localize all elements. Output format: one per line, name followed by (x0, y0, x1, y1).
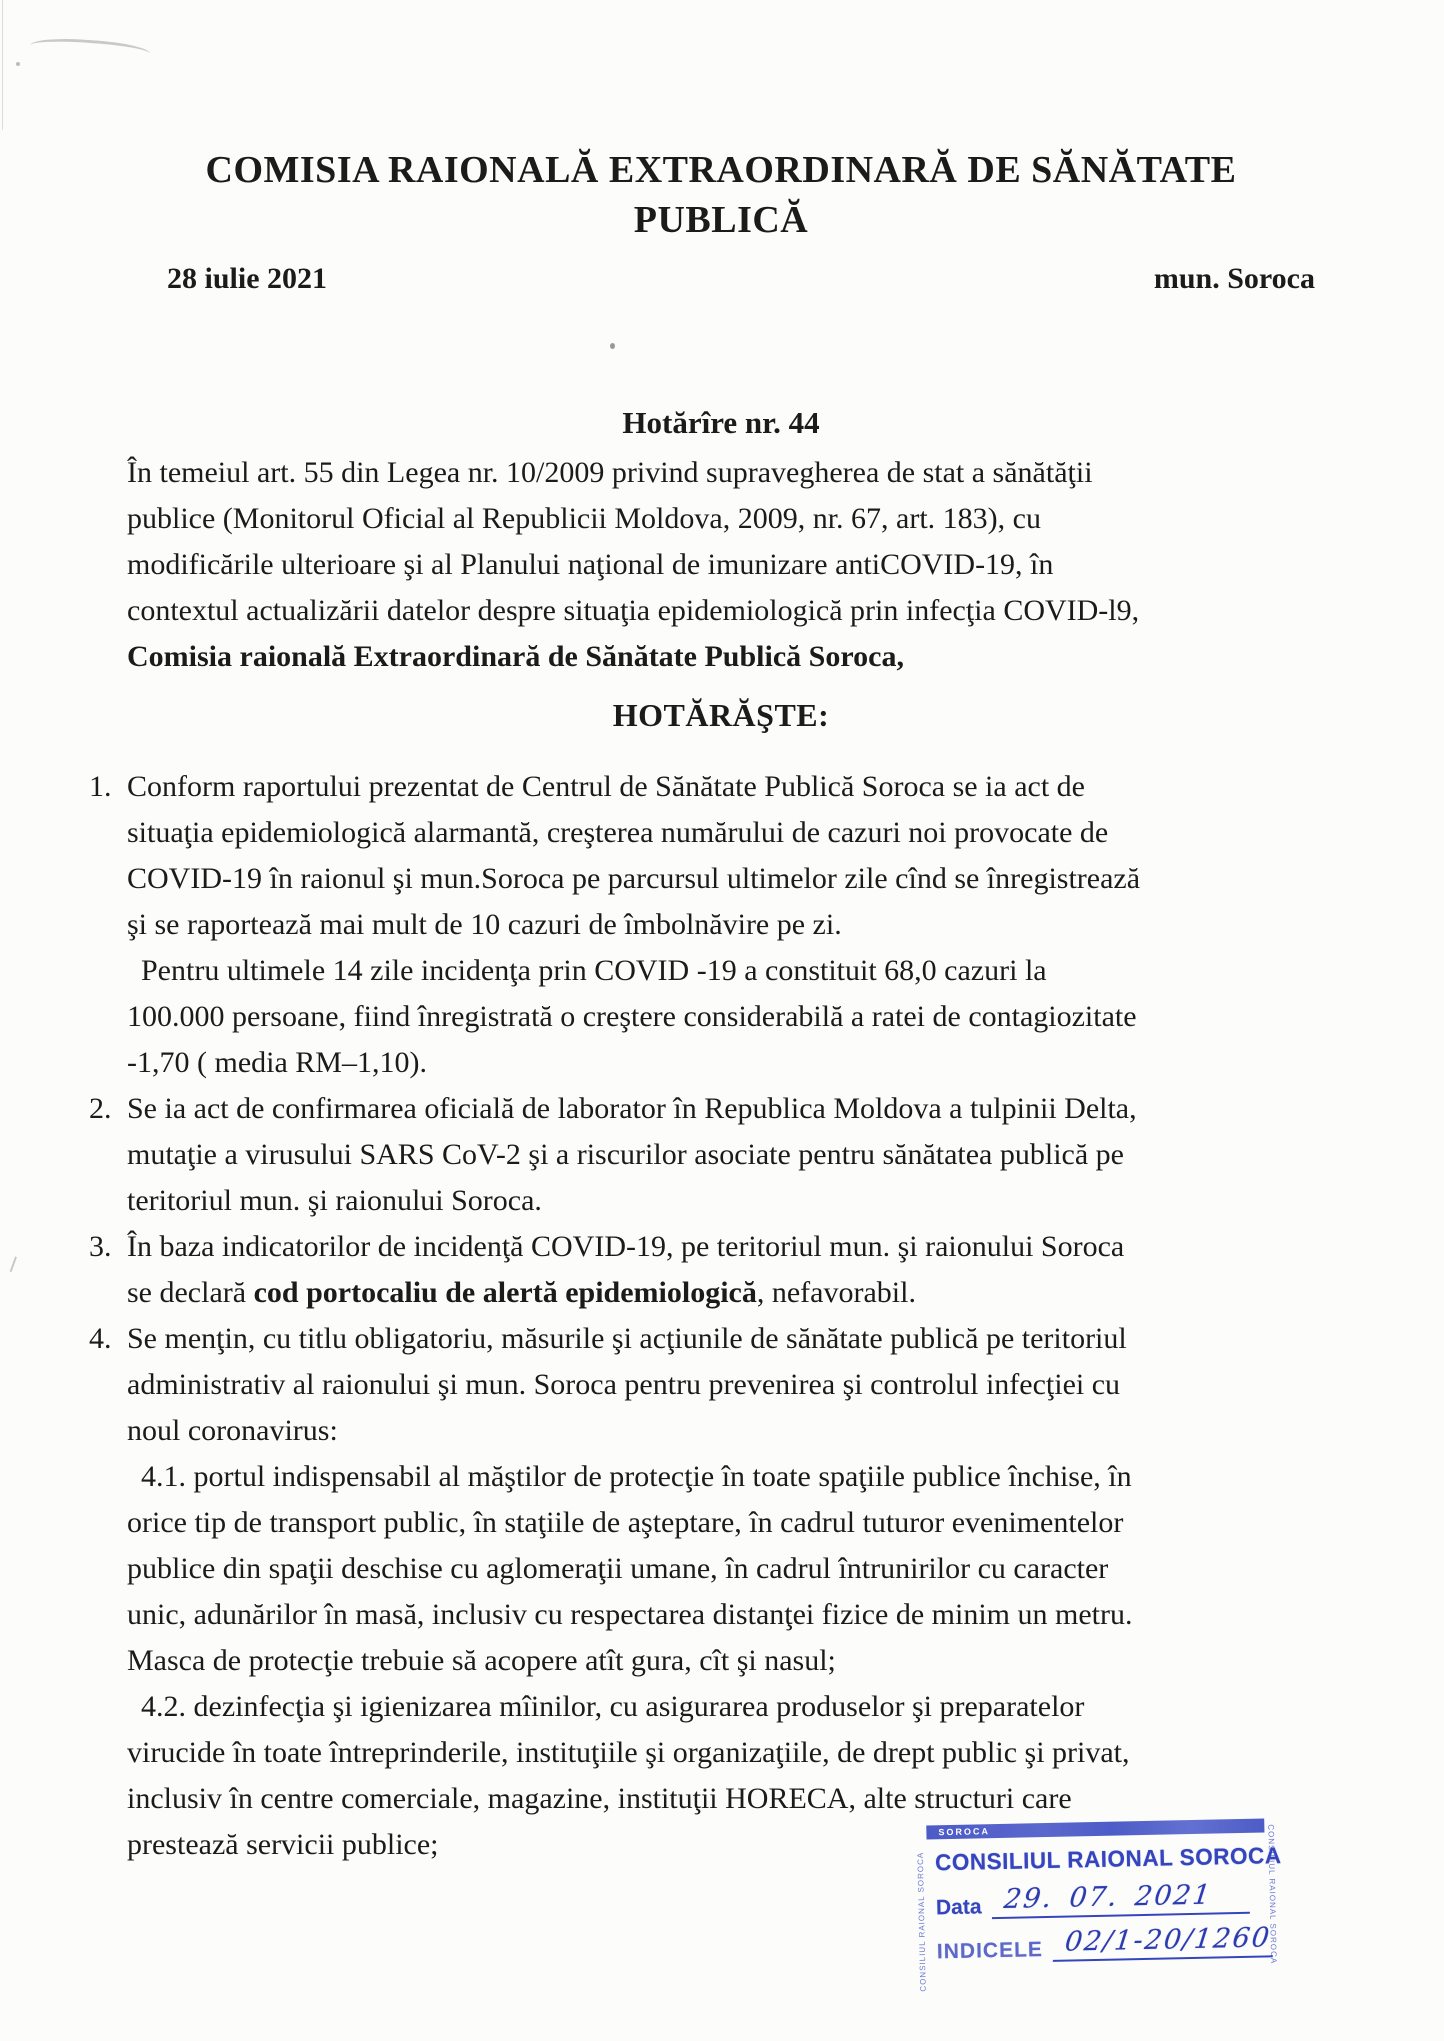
decree-heading: HOTĂRĂŞTE: (612, 697, 830, 733)
stamp-organization: CONSILIUL RAIONAL SOROCA (934, 1842, 1282, 1876)
decision-item-2 (89, 1086, 1315, 1224)
item-line: şi se raportează mai mult de 10 cazuri de îmbolnăvire pe zi. (127, 908, 842, 941)
stamp-index-row (936, 1922, 1273, 1965)
document-body (89, 0, 1315, 1868)
document-place: mun. Soroca (1153, 262, 1315, 295)
sub-item-line: 4.2. dezinfecţia şi igienizarea mîinilor, cu asigurarea produselor şi preparatelor (141, 1690, 1085, 1723)
item-number: 4. (89, 1322, 112, 1355)
document-title (127, 145, 1315, 245)
document-date: 28 iulie 2021 (167, 262, 328, 295)
preamble-line: contextul actualizării datelor despre situaţia epidemiologică prin infecţia COVID-l9, (127, 594, 1140, 627)
sub-item-line: inclusiv în centre comerciale, magazine, instituţii HORECA, alte structuri care (127, 1782, 1072, 1815)
item-line: noul coronavirus: (127, 1414, 338, 1447)
item-line: situaţia epidemiologică alarmantă, creşterea numărului de cazuri noi provocate de (127, 816, 1109, 849)
item-number: 1. (89, 770, 112, 803)
document-title-line2: PUBLICĂ (633, 199, 809, 241)
sub-item-line: unic, adunărilor în masă, inclusiv cu respectarea distanţei fizice de minim un metru. (127, 1598, 1133, 1631)
stamp-border-right: CONSILIUL RAIONAL SOROCA (1266, 1824, 1279, 1965)
item-line: Conform raportului prezentat de Centrul de Sănătate Publică Soroca se ia act de (127, 770, 1085, 803)
preamble-line: publice (Monitorul Oficial al Republicii Moldova, 2009, nr. 67, art. 183), cu (127, 502, 1041, 535)
stamp-date-label: Data (935, 1895, 982, 1920)
sub-item-line: orice tip de transport public, în staţiile de aşteptare, în cadrul tuturor evenimentelor (127, 1506, 1124, 1539)
item-line: În baza indicatorilor de incidenţă COVID-19, pe teritoriul mun. şi raionului Soroca (127, 1230, 1125, 1263)
decision-number-heading: Hotărîre nr. 44 (622, 405, 820, 440)
stamp-border-top: SOROCA (926, 1818, 1264, 1839)
stamp-date-row (936, 1880, 1253, 1921)
scan-speck (10, 1256, 27, 1275)
preamble (127, 450, 1315, 680)
item-line: administrativ al raionului şi mun. Soroca pentru prevenirea şi controlul infecţiei cu (127, 1368, 1121, 1401)
item-number: 3. (89, 1230, 112, 1263)
stamp-border-left: CONSILIUL RAIONAL SOROCA (915, 1851, 928, 1992)
scan-speck (16, 62, 20, 66)
preamble-commission-line: Comisia raională Extraordinară de Sănătate Publică Soroca, (127, 640, 904, 673)
sub-item-line: virucide în toate întreprinderile, instituţiile şi organizaţiile, de drept public şi privat, (127, 1736, 1130, 1769)
stamp-index-value-handwritten: 02/1-20/1260 (1053, 1923, 1277, 1962)
alert-code-suffix: , nefavorabil. (756, 1276, 916, 1309)
sub-item-line: prestează servicii publice; (127, 1828, 439, 1861)
item-line: Se menţin, cu titlu obligatoriu, măsurile şi acţiunile de sănătate publică pe teritoriul (127, 1322, 1127, 1355)
item-line: 100.000 persoane, fiind înregistrată o creştere considerabilă a ratei de contagiozitate (127, 1000, 1137, 1033)
item-number: 2. (89, 1092, 112, 1125)
decision-item-4 (89, 1316, 1315, 1868)
item-line: -1,70 ( media RM–1,10). (127, 1046, 427, 1079)
registration-stamp (915, 1818, 1282, 1995)
preamble-line: În temeiul art. 55 din Legea nr. 10/2009 privind supravegherea de stat a sănătăţii (127, 456, 1093, 489)
sub-item-4-1 (127, 1454, 1315, 1684)
item-line: teritoriul mun. şi raionului Soroca. (127, 1184, 542, 1217)
alert-code-prefix: se declară (127, 1276, 254, 1309)
item-line: Pentru ultimele 14 zile incidenţa prin COVID -19 a constituit 68,0 cazuri la (141, 954, 1047, 987)
sub-item-line: Masca de protecţie trebuie să acopere atît gura, cît şi nasul; (127, 1644, 836, 1677)
decision-item-3 (89, 1224, 1315, 1316)
scan-edge-artifact (2, 0, 3, 130)
document-title-line1: COMISIA RAIONALĂ EXTRAORDINARĂ DE SĂNĂTATE (205, 149, 1237, 191)
alert-code-bold: cod portocaliu de alertă epidemiologică (253, 1276, 757, 1309)
item-line: COVID-19 în raionul şi mun.Soroca pe parcursul ultimelor zile cînd se înregistrează (127, 862, 1141, 895)
decision-item-1 (89, 764, 1315, 1086)
stamp-index-label: INDICELE (936, 1938, 1044, 1964)
item-line-alert-code (127, 1270, 1315, 1316)
stamp-date-value-handwritten: 29. 07. 2021 (991, 1880, 1253, 1920)
item-line: Se ia act de confirmarea oficială de laborator în Republica Moldova a tulpinii Delta, (127, 1092, 1137, 1125)
sub-item-line: publice din spaţii deschise cu aglomeraţii umane, în cadrul întrunirilor cu caracter (127, 1552, 1109, 1585)
sub-item-line: 4.1. portul indispensabil al măştilor de protecţie în toate spaţiile publice închise, în (141, 1460, 1132, 1493)
meta-row (127, 259, 1315, 299)
item-line: mutaţie a virusului SARS CoV-2 şi a riscurilor asociate pentru sănătatea publică pe (127, 1138, 1124, 1171)
preamble-line: modificările ulterioare şi al Planului naţional de imunizare antiCOVID-19, în (127, 548, 1054, 581)
